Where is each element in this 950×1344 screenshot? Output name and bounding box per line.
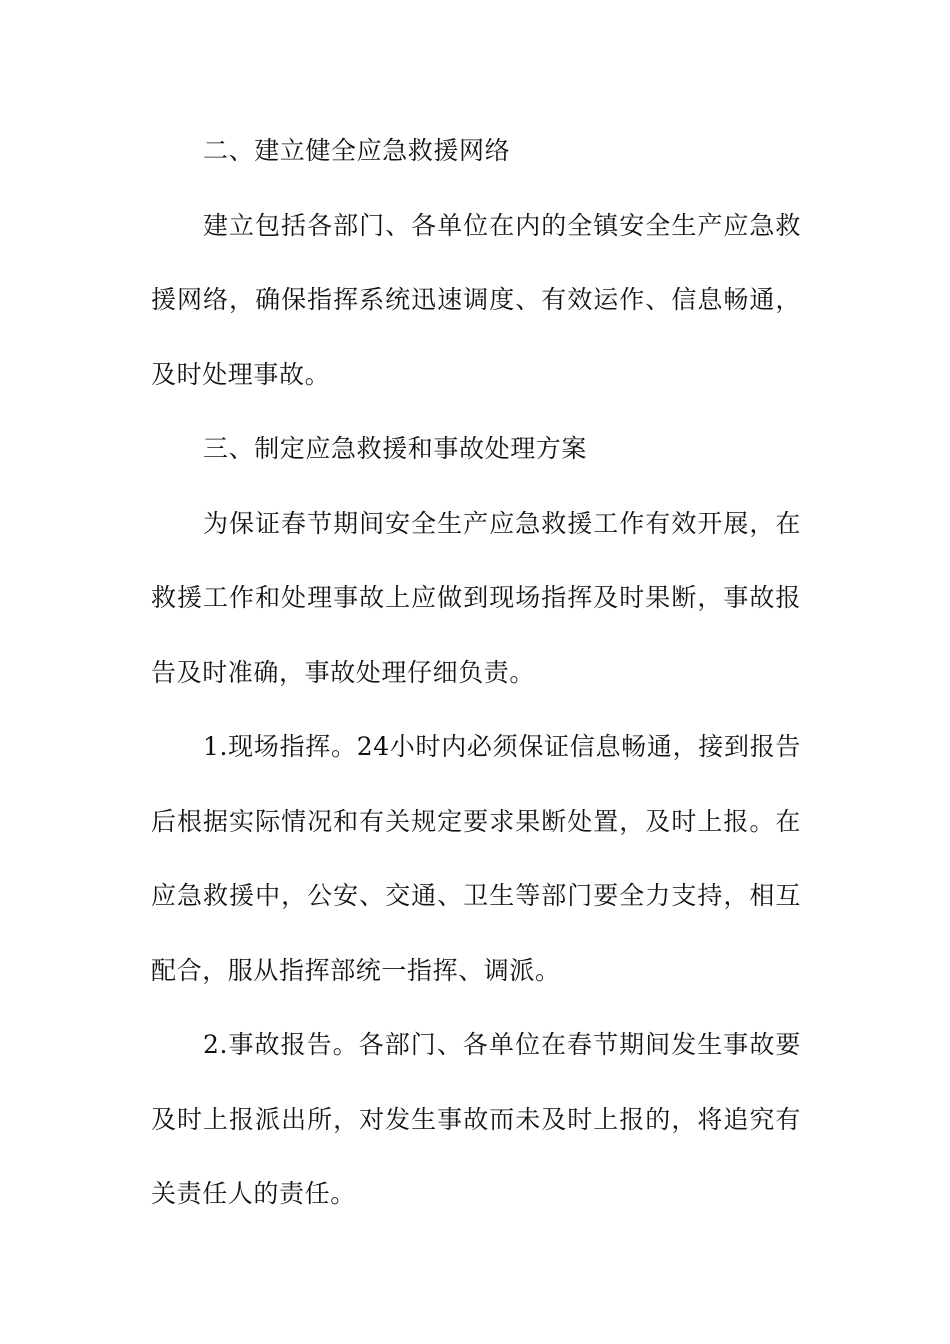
paragraph-network-description: 建立包括各部门、各单位在内的全镇安全生产应急救援网络，确保指挥系统迅速调度、有效运作、信息畅通，及时处理事故。 bbox=[151, 210, 801, 389]
section-heading-rescue-plan: 三、制定应急救援和事故处理方案 bbox=[203, 434, 588, 463]
document-body bbox=[151, 114, 801, 1232]
paragraph-accident-report: 2.事故报告。各部门、各单位在春节期间发生事故要及时上报派出所，对发生事故而未及时上报的，将追究有关责任人的责任。 bbox=[151, 1030, 801, 1208]
paragraph-onsite-command: 1.现场指挥。24小时内必须保证信息畅通，接到报告后根据实际情况和有关规定要求果断处置，及时上报。在应急救援中，公安、交通、卫生等部门要全力支持，相互配合，服从指挥部统一指挥、调派。 bbox=[151, 732, 801, 985]
section-heading-emergency-network: 二、建立健全应急救援网络 bbox=[203, 136, 511, 165]
paragraph-rescue-plan-description: 为保证春节期间安全生产应急救援工作有效开展，在救援工作和处理事故上应做到现场指挥及时果断，事故报告及时准确，事故处理仔细负责。 bbox=[151, 508, 801, 687]
